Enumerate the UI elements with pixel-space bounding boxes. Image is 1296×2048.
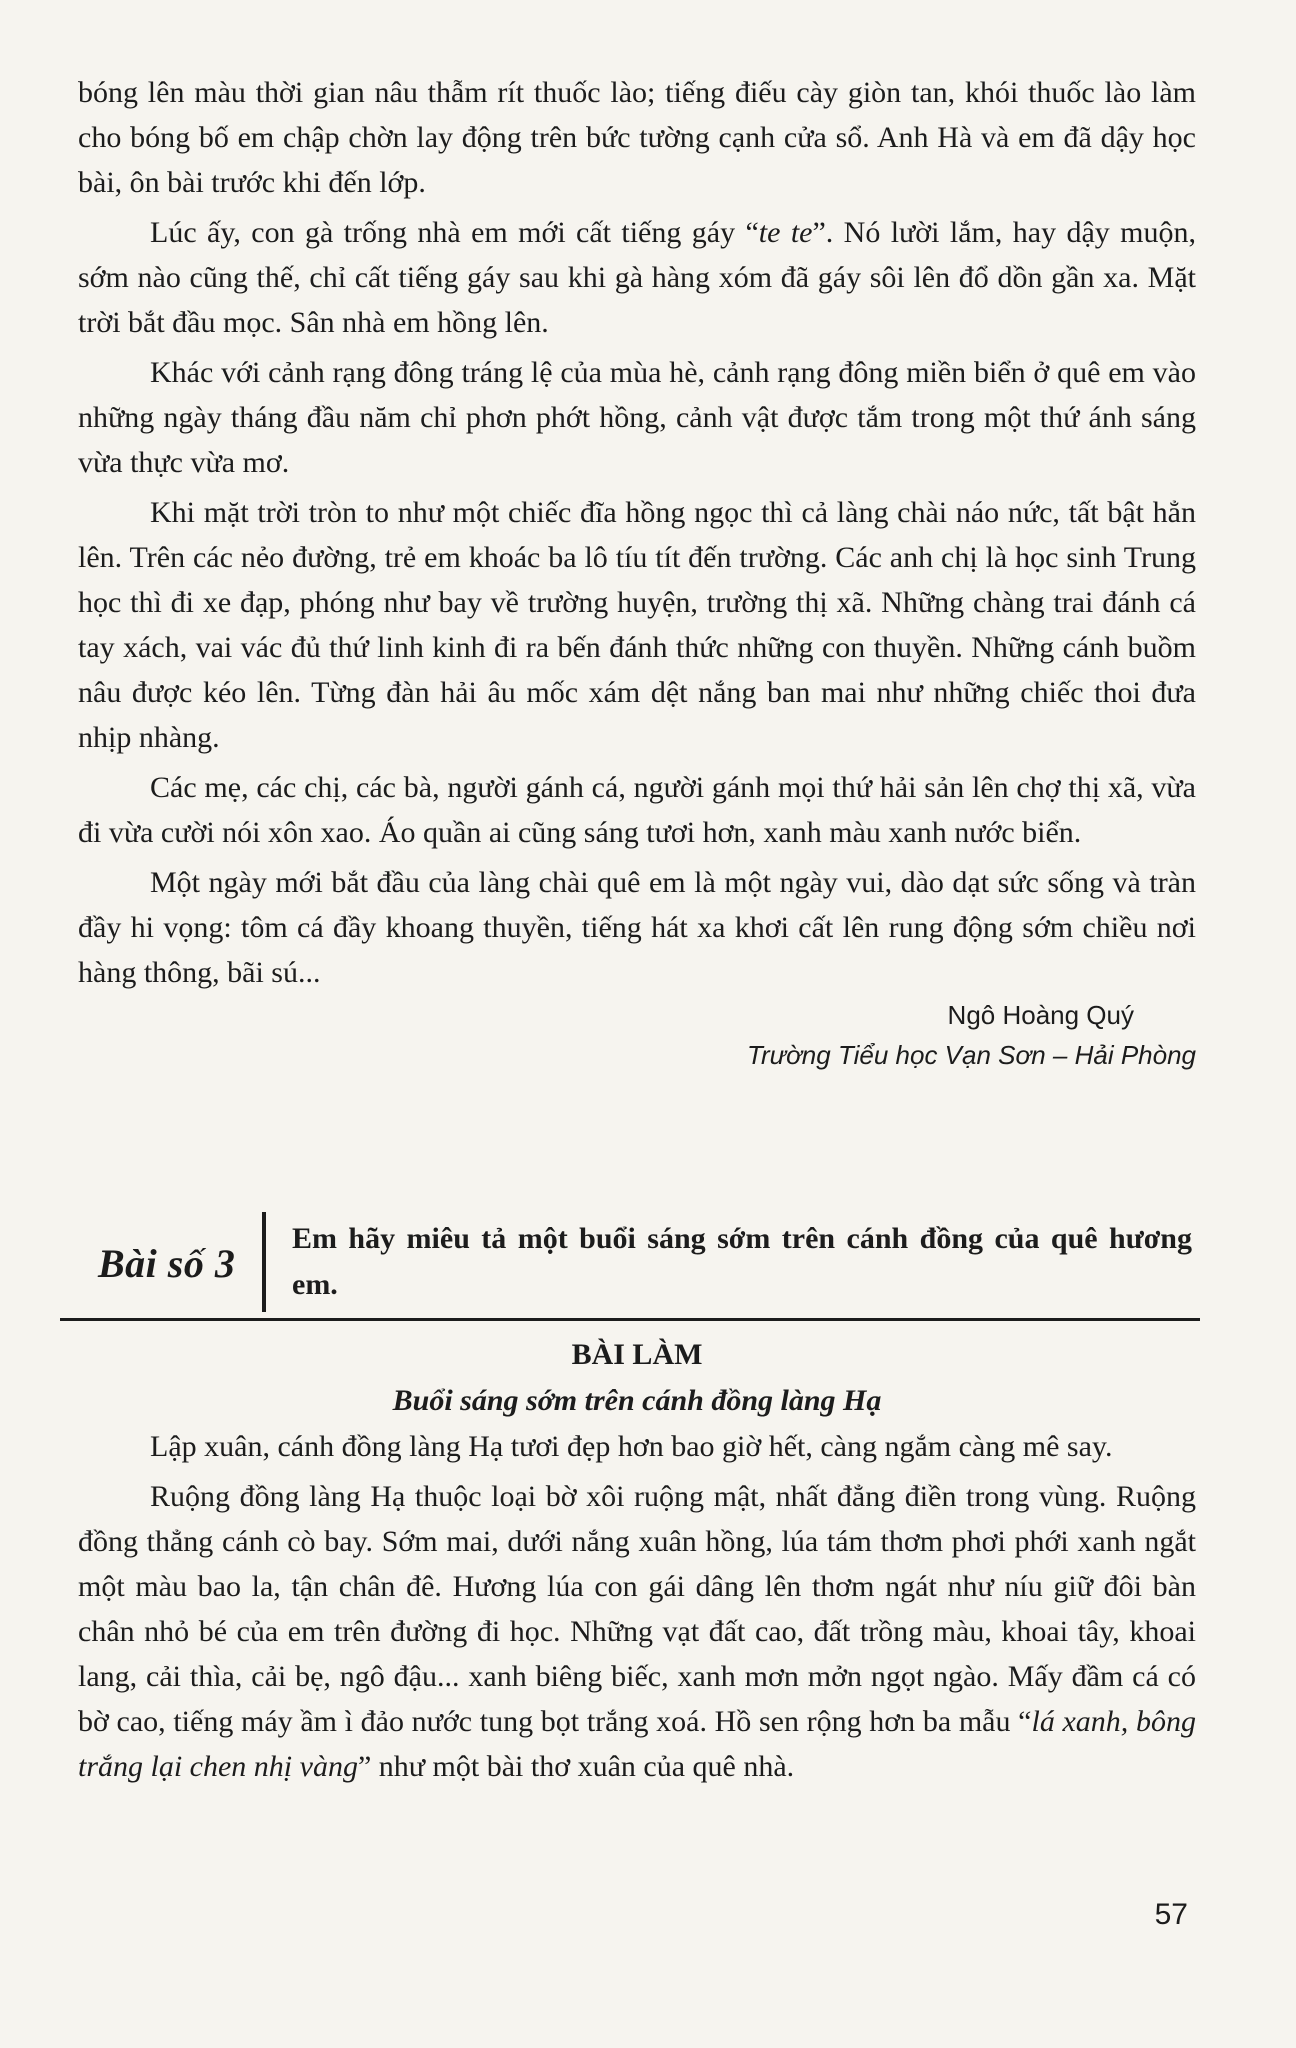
paragraph-2-end: ”. Nó lười lắm, hay dậy muộn, sớm nào cũng thế, chỉ cất tiếng gáy sau khi gà hàng xóm đã gáy sôi lên đổ dồn gần xa. Mặt trời bắt đầu mọc. Sân nhà em hồng lên.: [78, 216, 1196, 339]
paragraph-5: Các mẹ, các chị, các bà, người gánh cá, người gánh mọi thứ hải sản lên chợ thị xã, vừa đi vừa cười nói xôn xao. Áo quần ai cũng sáng tươi hơn, xanh màu xanh nước biển.: [78, 771, 1196, 849]
answer-paragraph-2: [78, 1474, 1196, 1789]
answer-paragraph-2-start: Ruộng đồng làng Hạ thuộc loại bờ xôi ruộng mật, nhất đẳng điền trong vùng. Ruộng đồng thẳng cánh cò bay. Sớm mai, dưới nắng xuân hồng, lúa tám thơm phơi phới xanh ngắt một màu bao la, tận chân đê. Hương lúa con gái dâng lên thơm ngát như níu giữ đôi bàn chân nhỏ bé của em trên đường đi học. Những vạt đất cao, đất trồng màu, khoai tây, khoai lang, cải thìa, cải bẹ, ngô đậu... xanh biêng biếc, xanh mơn mởn ngọt ngào. Mấy đầm cá có bờ cao, tiếng máy ầm ì đảo nước tung bọt trắng xoá. Hồ sen rộng hơn ba mẫu “: [78, 1480, 1196, 1738]
answer-paragraph-2-end: ” như một bài thơ xuân của quê nhà.: [357, 1750, 795, 1783]
page-number: 57: [1154, 1898, 1188, 1931]
answer-title: Buổi sáng sớm trên cánh đồng làng Hạ: [392, 1384, 882, 1417]
answer-paragraph-1: Lập xuân, cánh đồng làng Hạ tươi đẹp hơn bao giờ hết, càng ngắm càng mê say.: [150, 1430, 1113, 1463]
author-school: Trường Tiểu học Vạn Sơn – Hải Phòng: [747, 1040, 1196, 1070]
paragraph-3: Khác với cảnh rạng đông tráng lệ của mùa hè, cảnh rạng đông miền biển ở quê em vào những ngày tháng đầu năm chỉ phơn phớt hồng, cảnh vật được tắm trong một thứ ánh sáng vừa thực vừa mơ.: [78, 356, 1196, 479]
author-name: Ngô Hoàng Quý: [947, 1000, 1134, 1030]
paragraph-2: [78, 210, 1196, 345]
exercise-divider: [262, 1212, 266, 1312]
exercise-prompt: Em hãy miêu tả một buổi sáng sớm trên cánh đồng của quê hương em.: [292, 1222, 1192, 1301]
exercise-box: [60, 1206, 1200, 1318]
essay-continued: [78, 70, 1196, 1075]
paragraph-2-start: Lúc ấy, con gà trống nhà em mới cất tiếng gáy “: [150, 216, 759, 249]
exercise-label: Bài số 3: [98, 1241, 236, 1286]
answer-heading: BÀI LÀM: [571, 1338, 703, 1371]
paragraph-1: bóng lên màu thời gian nâu thẫm rít thuốc lào; tiếng điếu cày giòn tan, khói thuốc lào làm cho bóng bố em chập chờn lay động trên bức tường cạnh cửa sổ. Anh Hà và em đã dậy học bài, ôn bài trước khi đến lớp.: [78, 76, 1196, 199]
answer-paragraph-2-quote: lá xanh, bông trắng lại chen nhị vàng: [78, 1705, 1196, 1783]
paragraph-4: Khi mặt trời tròn to như một chiếc đĩa hồng ngọc thì cả làng chài náo nức, tất bật hẳn lên. Trên các nẻo đường, trẻ em khoác ba lô tíu tít đến trường. Các anh chị là học sinh Trung học thì đi xe đạp, phóng như bay về trường huyện, trường thị xã. Những chàng trai đánh cá tay xách, vai vác đủ thứ linh kinh đi ra bến đánh thức những con thuyền. Những cánh buồm nâu được kéo lên. Từng đàn hải âu mốc xám dệt nắng ban mai như những chiếc thoi đưa nhịp nhàng.: [78, 496, 1196, 754]
essay-answer: [78, 1332, 1196, 1789]
paragraph-2-emphasis: te te: [758, 216, 813, 249]
paragraph-6: Một ngày mới bắt đầu của làng chài quê em là một ngày vui, dào dạt sức sống và tràn đầy hi vọng: tôm cá đầy khoang thuyền, tiếng hát xa khơi cất lên rung động sớm chiều nơi hàng thông, bãi sú...: [78, 866, 1196, 989]
exercise-underline: [60, 1318, 1200, 1321]
